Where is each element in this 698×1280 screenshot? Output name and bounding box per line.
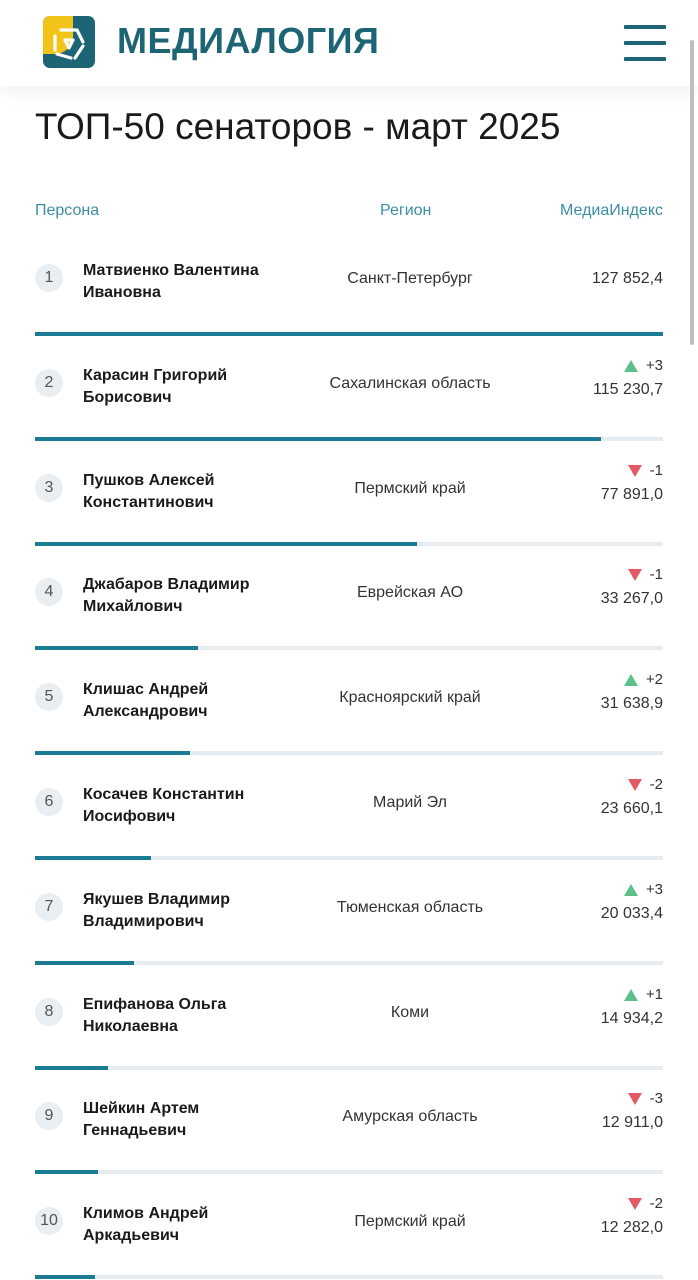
media-index-bar-fill (35, 961, 134, 965)
media-index-bar-fill (35, 437, 601, 441)
table-row[interactable] (35, 244, 663, 349)
rank-change-value: -1 (649, 461, 663, 479)
senator-name[interactable]: Джабаров Владимир Михайлович (83, 576, 250, 616)
media-index-value: 115 230,7 (593, 380, 663, 398)
senator-name[interactable]: Клишас Андрей Александрович (83, 681, 209, 721)
media-index-bar-fill (35, 1066, 108, 1070)
region-name: Тюменская область (336, 898, 484, 916)
column-header-media-index[interactable]: МедиаИндекс (560, 202, 663, 219)
triangle-down-icon (628, 1093, 642, 1105)
media-index-value: 23 660,1 (600, 800, 663, 817)
senator-name[interactable]: Карасин Григорий Борисович (83, 366, 228, 406)
media-index-value: 12 911,0 (601, 1114, 663, 1132)
media-index-bar (35, 646, 663, 650)
table-row[interactable] (35, 558, 663, 663)
rank-change-value: -2 (649, 1195, 663, 1213)
rank-change-value: +2 (645, 671, 663, 689)
triangle-down-icon (628, 779, 642, 791)
table-row[interactable] (35, 454, 663, 559)
region-name: Амурская область (342, 1108, 478, 1126)
rank-change-value: +3 (645, 880, 663, 898)
media-index-bar-fill (35, 751, 190, 755)
hamburger-menu-icon[interactable] (624, 25, 666, 63)
rank-badge: 2 (35, 369, 63, 397)
rank-change-value: -3 (649, 1090, 663, 1108)
media-index-bar (35, 961, 663, 965)
rank-change (628, 462, 663, 479)
media-index-value: 33 267,0 (600, 590, 663, 608)
rank-change (628, 1195, 663, 1212)
brand-name[interactable]: МЕДИАЛОГИЯ (117, 20, 380, 61)
media-index-bar (35, 1275, 663, 1279)
media-index-value: 77 891,0 (600, 485, 663, 503)
media-index-bar-fill (35, 1275, 95, 1279)
senator-name[interactable]: Матвиенко Валентина Ивановна (83, 262, 259, 301)
region-name: Пермский край (354, 479, 466, 497)
triangle-down-icon (628, 569, 642, 581)
triangle-down-icon (628, 465, 642, 477)
media-index-bar (35, 542, 663, 546)
rank-badge: 7 (35, 893, 63, 921)
triangle-up-icon (624, 884, 638, 896)
rank-badge: 8 (35, 998, 63, 1026)
rank-change (628, 1090, 663, 1107)
table-row[interactable] (35, 1082, 663, 1187)
rank-badge: 6 (35, 788, 63, 816)
media-index-bar (35, 1066, 663, 1070)
media-index-bar-fill (35, 646, 198, 650)
media-index-bar (35, 437, 663, 441)
triangle-up-icon (624, 674, 638, 686)
table-row[interactable] (35, 978, 663, 1083)
senator-name[interactable]: Пушков Алексей Константинович (83, 471, 215, 511)
table-row[interactable] (35, 349, 663, 454)
region-name: Санкт-Петербург (347, 270, 473, 287)
region-name: Еврейская АО (356, 584, 464, 602)
region-name: Пермский край (354, 1213, 466, 1231)
site-header (0, 0, 698, 86)
rank-change-value: +3 (645, 356, 663, 374)
rank-change (624, 357, 663, 374)
column-header-person[interactable]: Персона (35, 202, 100, 219)
media-index-bar-fill (35, 542, 417, 546)
media-index-bar (35, 332, 663, 336)
rank-badge: 5 (35, 683, 63, 711)
region-name: Красноярский край (339, 689, 481, 707)
triangle-up-icon (624, 360, 638, 372)
senator-name[interactable]: Косачев Константин Иосифович (83, 786, 245, 825)
region-name: Сахалинская область (329, 374, 491, 392)
rank-change (624, 881, 663, 898)
media-index-bar (35, 751, 663, 755)
page-title: ТОП-50 сенаторов - март 2025 (35, 106, 561, 147)
rank-badge: 1 (35, 264, 63, 292)
media-index-bar-fill (35, 856, 151, 860)
senator-name[interactable]: Якушев Владимир Владимирович (83, 890, 230, 930)
rank-change (624, 986, 663, 1003)
rank-badge: 10 (35, 1207, 63, 1235)
triangle-up-icon (624, 989, 638, 1001)
rank-change-value: -1 (649, 566, 663, 584)
table-row[interactable] (35, 768, 663, 873)
table-row[interactable] (35, 663, 663, 768)
media-index-value: 20 033,4 (600, 904, 663, 922)
rank-change (628, 776, 663, 793)
rank-change (624, 671, 663, 688)
rank-change-value: +1 (645, 985, 663, 1003)
page-scrollbar[interactable] (690, 40, 694, 345)
triangle-down-icon (628, 1198, 642, 1210)
rank-badge: 4 (35, 578, 63, 606)
senator-name[interactable]: Епифанова Ольга Николаевна (83, 995, 227, 1035)
medialogia-logo-icon[interactable] (43, 16, 95, 68)
media-index-value: 12 282,0 (600, 1219, 663, 1237)
senator-name[interactable]: Шейкин Артем Геннадьевич (83, 1100, 200, 1140)
media-index-value: 127 852,4 (591, 270, 663, 287)
column-header-region[interactable]: Регион (380, 202, 432, 219)
rank-change (628, 566, 663, 583)
rank-badge: 3 (35, 474, 63, 502)
media-index-bar (35, 856, 663, 860)
media-index-value: 14 934,2 (600, 1009, 663, 1027)
media-index-bar (35, 1170, 663, 1174)
media-index-bar-fill (35, 1170, 98, 1174)
table-row[interactable] (35, 1187, 663, 1280)
senator-name[interactable]: Климов Андрей Аркадьевич (83, 1205, 209, 1245)
rank-badge: 9 (35, 1102, 63, 1130)
media-index-value: 31 638,9 (600, 695, 663, 713)
table-row[interactable] (35, 873, 663, 978)
media-index-bar-fill (35, 332, 663, 336)
region-name: Коми (390, 1003, 430, 1021)
rank-change-value: -2 (649, 776, 663, 793)
region-name: Марий Эл (373, 794, 447, 811)
